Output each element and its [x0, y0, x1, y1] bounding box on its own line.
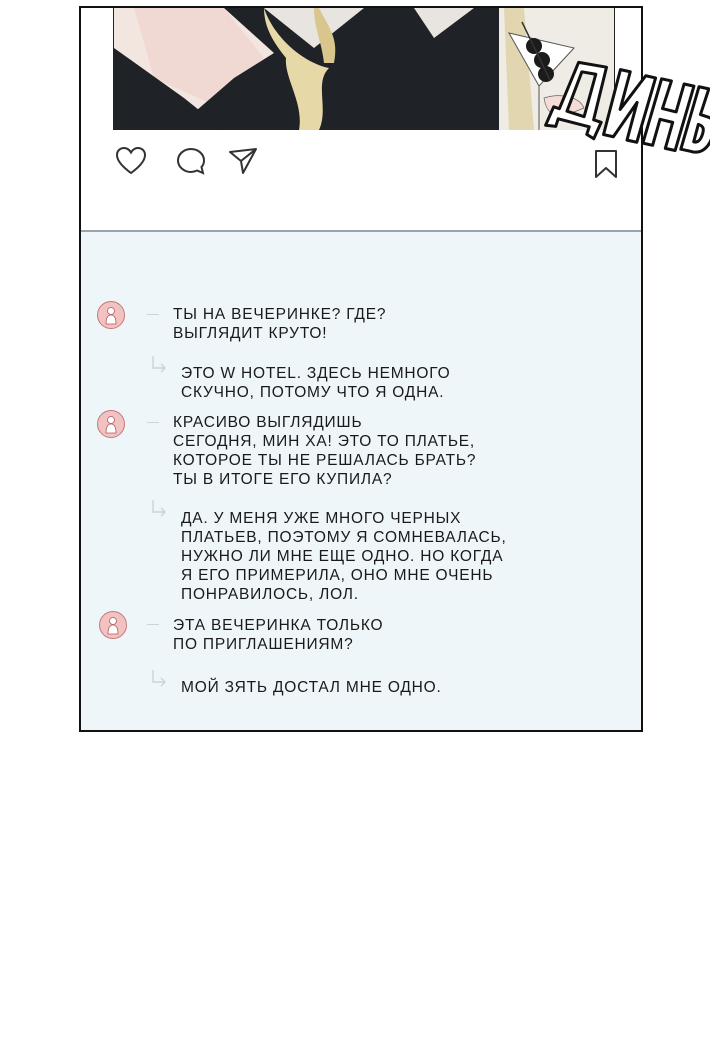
sound-effect-text — [540, 60, 710, 200]
avatar[interactable] — [97, 301, 125, 329]
comments-section — [81, 232, 641, 730]
photo-illustration — [114, 8, 614, 130]
person-icon — [98, 411, 124, 437]
comment-dash — [147, 422, 159, 423]
comment-text: ЭТА ВЕЧЕРИНКА ТОЛЬКО ПО ПРИГЛАШЕНИЯМ? — [173, 617, 384, 653]
reply-text: МОЙ ЗЯТЬ ДОСТАЛ МНЕ ОДНО. — [181, 679, 442, 696]
comment-dash — [147, 624, 159, 625]
person-icon — [100, 612, 126, 638]
comment-text: ТЫ НА ВЕЧЕРИНКЕ? ГДЕ? ВЫГЛЯДИТ КРУТО! — [173, 306, 387, 342]
avatar[interactable] — [99, 611, 127, 639]
comment-dash — [147, 314, 159, 315]
reply-text: ДА. У МЕНЯ УЖЕ МНОГО ЧЕРНЫХ ПЛАТЬЕВ, ПОЭТОМУ Я СОМНЕВАЛАСЬ, НУЖНО ЛИ МНЕ ЕЩЕ ОДНО. НО КОГДА Я ЕГО ПРИМЕРИЛА, ОНО МНЕ ОЧЕНЬ ПОНРАВИЛОСЬ, ЛОЛ. — [181, 510, 507, 603]
person-icon — [98, 302, 124, 328]
avatar[interactable] — [97, 410, 125, 438]
reply-arrow-icon — [149, 354, 169, 376]
reply-text: ЭТО W HOTEL. ЗДЕСЬ НЕМНОГО СКУЧНО, ПОТОМУ ЧТО Я ОДНА. — [181, 365, 451, 401]
comment-text: КРАСИВО ВЫГЛЯДИШЬ СЕГОДНЯ, МИН ХА! ЭТО ТО ПЛАТЬЕ, КОТОРОЕ ТЫ НЕ РЕШАЛАСЬ БРАТЬ? ТЫ В ИТОГЕ ЕГО КУПИЛА? — [173, 414, 477, 488]
comment-icon[interactable] — [175, 146, 207, 176]
reply-arrow-icon — [149, 668, 169, 690]
share-icon[interactable] — [227, 146, 259, 176]
heart-icon[interactable] — [115, 146, 147, 176]
reply-arrow-icon — [149, 498, 169, 520]
sound-effect-label: ДИНЬ — [540, 60, 543, 61]
